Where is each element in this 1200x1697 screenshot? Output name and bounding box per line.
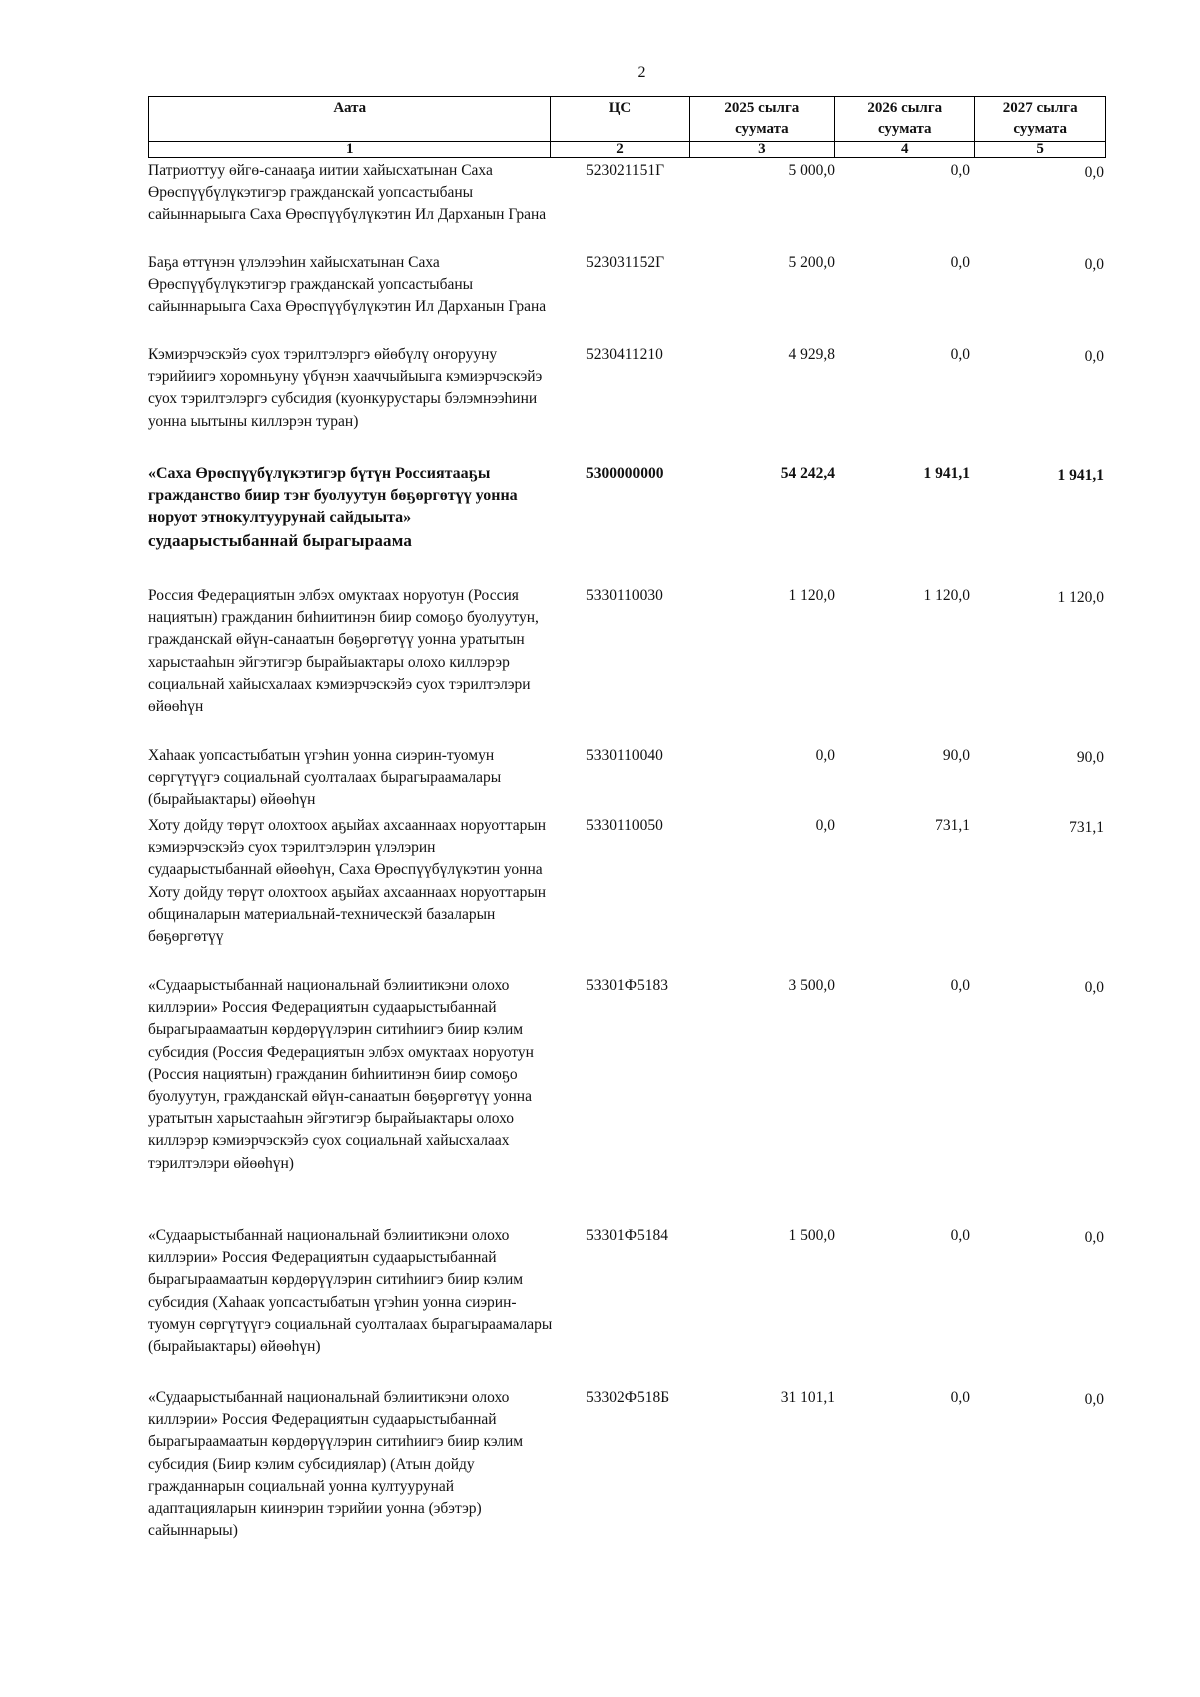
row-code: 53302Ф518Б <box>586 1389 670 1406</box>
column-number-3: 3 <box>689 142 835 158</box>
row-value-2027: 0,0 <box>1084 1229 1104 1246</box>
row-name: Хоту дойду төрүт олохтоох аҕыйах ахсааннаах норуоттарын кэмиэрчэскэйэ суох тэрилтэлэрин үлэлэрин судаарыстыбаннай өйөөһүн, Саха Өрөспүүбүлүкэтин уонна Хоту дойду төрүт олохтоох аҕыйах ахсааннаах норуоттарын общиналарын материальнай-техническэй базаларын бөҕөргөтүү <box>148 817 547 946</box>
row-code: 523021151Г <box>586 162 665 179</box>
row-code: 5300000000 <box>586 465 664 482</box>
row-value-2026: 0,0 <box>950 162 970 179</box>
row-code: 5330110030 <box>586 587 663 604</box>
column-number-5: 5 <box>975 142 1106 158</box>
row-name: «Судаарыстыбаннай национальнай бэлиитикэни олохо киллэрии» Россия Федерациятын судаарыстыбаннай бырагыраамаатын көрдөрүүлэрин ситиһиигэ биир кэлим субсидия (Хаһаак уопсастыбатын үгэһин уонна сиэрин-туомун сөргүтүүгэ социальнай суолталаах бырагыраамалары (бырайыактары) өйөөһүн) <box>148 1227 553 1356</box>
header-2027-line1: 2027 сылга <box>1002 100 1078 116</box>
column-number-2: 2 <box>551 142 689 158</box>
header-2027-line2: суумата <box>1013 121 1067 137</box>
row-value-2026: 0,0 <box>950 346 970 363</box>
column-number-1: 1 <box>149 142 551 158</box>
row-value-2025: 0,0 <box>815 747 835 764</box>
row-value-2026: 0,0 <box>950 1227 970 1244</box>
row-value-2027: 0,0 <box>1084 1391 1104 1408</box>
row-value-2027: 731,1 <box>1069 819 1104 836</box>
row-value-2027: 1 941,1 <box>1057 467 1104 484</box>
row-value-2026: 0,0 <box>950 254 970 271</box>
header-2026-line1: 2026 сылга <box>867 100 943 116</box>
row-value-2025: 5 200,0 <box>788 254 835 271</box>
row-value-2026: 731,1 <box>935 817 970 834</box>
row-value-2027: 0,0 <box>1084 348 1104 365</box>
row-value-2025: 4 929,8 <box>788 346 835 363</box>
row-name: «Судаарыстыбаннай национальнай бэлиитикэни олохо киллэрии» Россия Федерациятын судаарыстыбаннай бырагыраамаатын көрдөрүүлэрин ситиһиигэ биир кэлим субсидия (Россия Федерациятын элбэх омуктаах норуотун (Россия нациятын) гражданин биһиитинэн биир сомоҕо буолуутун, гражданскай өйүн-санаатын бөҕөргөтүү уонна уратытын харыстааһын эйгэтигэр бырайыактары олохо киллэрэр кэмиэрчэскэйэ суох социальнай хайысхалаах тэрилтэлэри өйөөһүн) <box>148 977 534 1172</box>
row-value-2025: 31 101,1 <box>780 1389 835 1406</box>
program-name <box>148 463 558 552</box>
row-code: 5330110050 <box>586 817 663 834</box>
row-code: 5230411210 <box>586 346 663 363</box>
row-name: Патриоттуу өйгө-санааҕа иитии хайысхатынан Саха Өрөспүүбүлүкэтигэр гражданскай уопсастыбаны сайыннарыыга Саха Өрөспүүбүлүкэтин Ил Дарханын Грана <box>148 162 547 224</box>
row-value-2025: 5 000,0 <box>788 162 835 179</box>
header-2025-line2: суумата <box>735 121 789 137</box>
row-value-2025: 54 242,4 <box>780 465 835 482</box>
row-code: 523031152Г <box>586 254 665 271</box>
row-value-2026: 1 941,1 <box>923 465 970 482</box>
row-value-2027: 90,0 <box>1076 749 1104 766</box>
program-name-main: «Саха Өрөспүүбүлүкэтигэр бүтүн Россиятааҕы гражданство биир тэҥ буолуутун бөҕөргөтүү уонна норуот этнокултуурунай сайдыыта» <box>148 465 518 527</box>
row-value-2025: 0,0 <box>815 817 835 834</box>
row-name: Кэмиэрчэскэйэ суох тэрилтэлэргэ өйөбүлү оҥорууну тэрийиигэ хоромньуну үбүнэн хааччыйыыга кэмиэрчэскэйэ суох тэрилтэлэргэ субсидия (куонкурустары бэлэмнээһини уонна ыытыны киллэрэн туран) <box>148 346 543 430</box>
row-name: «Судаарыстыбаннай национальнай бэлиитикэни олохо киллэрии» Россия Федерациятын судаарыстыбаннай бырагыраамаатын көрдөрүүлэрин ситиһиигэ биир кэлим субсидия (Биир кэлим субсидиялар) (Атын дойду гражданнарын социальнай уонна култуурунай адаптацияларын киинэрин тэрийии уонна (эбэтэр) сайыннарыы) <box>148 1389 524 1540</box>
header-2025-line1: 2025 сылга <box>724 100 800 116</box>
page-number: 2 <box>637 64 646 81</box>
row-value-2025: 1 120,0 <box>788 587 835 604</box>
row-value-2027: 0,0 <box>1084 164 1104 181</box>
row-code: 53301Ф5184 <box>586 1227 668 1244</box>
row-value-2025: 1 500,0 <box>788 1227 835 1244</box>
row-name: Баҕа өттүнэн үлэлээһин хайысхатынан Саха Өрөспүүбүлүкэтигэр гражданскай уопсастыбаны сайыннарыыга Саха Өрөспүүбүлүкэтин Ил Дарханын Грана <box>148 254 547 316</box>
row-value-2026: 0,0 <box>950 1389 970 1406</box>
row-code: 5330110040 <box>586 747 663 764</box>
header-code-label: ЦС <box>608 100 632 116</box>
program-name-last: судаарыстыбаннай бырагыраама <box>148 530 413 550</box>
row-name: Хаһаак уопсастыбатын үгэһин уонна сиэрин-туомун сөргүтүүгэ социальнай суолталаах бырагыраамалары (бырайыактары) өйөөһүн <box>148 747 502 809</box>
row-value-2026: 90,0 <box>942 747 970 764</box>
row-value-2027: 1 120,0 <box>1057 589 1104 606</box>
row-value-2026: 1 120,0 <box>923 587 970 604</box>
row-code: 53301Ф5183 <box>586 977 668 994</box>
column-number-4: 4 <box>835 142 975 158</box>
row-value-2026: 0,0 <box>950 977 970 994</box>
row-name: Россия Федерациятын элбэх омуктаах норуотун (Россия нациятын) гражданин биһиитинэн биир сомоҕо буолуутун, гражданскай өйүн-санаатын бөҕөргөтүү уонна уратытын харыстааһын эйгэтигэр бырайыактары олохо киллэрэр социальнай хайысхалаах кэмиэрчэскэйэ суох тэрилтэлэри өйөөһүн <box>148 587 539 716</box>
row-value-2025: 3 500,0 <box>788 977 835 994</box>
header-name-label: Аата <box>333 100 367 116</box>
header-2026-line2: суумата <box>877 121 932 137</box>
row-value-2027: 0,0 <box>1084 256 1104 273</box>
row-value-2027: 0,0 <box>1084 979 1104 996</box>
